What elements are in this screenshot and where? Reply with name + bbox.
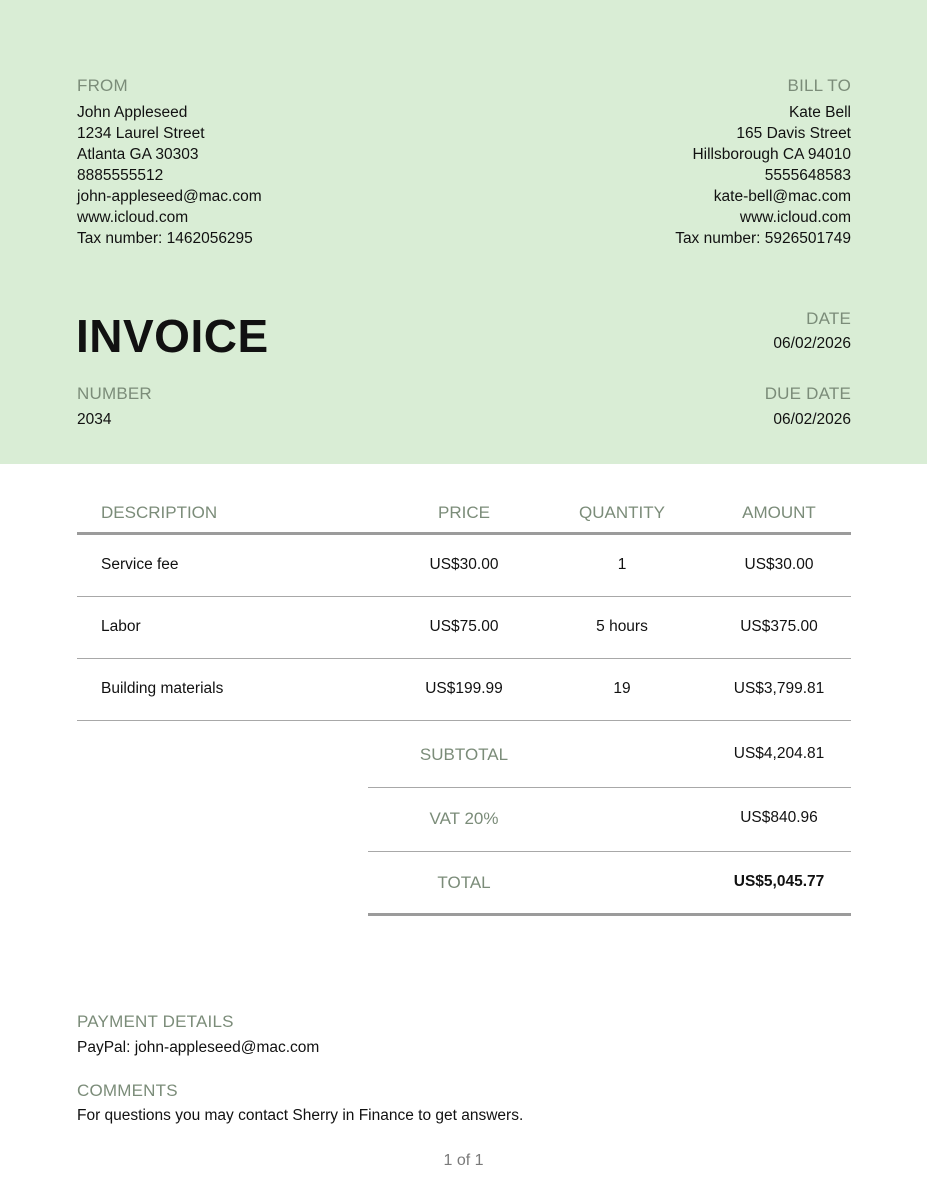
due-date-label: DUE DATE	[764, 384, 851, 403]
bill-to-section	[471, 76, 851, 249]
row-quantity: 5 hours	[596, 618, 648, 635]
table-row	[77, 659, 851, 721]
comments-value: For questions you may contact Sherry in Finance to get answers.	[77, 1107, 524, 1124]
header-price: PRICE	[438, 503, 490, 522]
from-name: John Appleseed	[77, 104, 188, 121]
comments-label: COMMENTS	[77, 1081, 178, 1100]
from-tax-number: Tax number: 1462056295	[77, 230, 253, 247]
bill-to-street: 165 Davis Street	[736, 125, 851, 142]
subtotal-label: SUBTOTAL	[419, 745, 509, 764]
invoice-number-label: NUMBER	[77, 384, 152, 403]
row-price: US$199.99	[425, 680, 503, 697]
row-description: Building materials	[101, 680, 224, 697]
total-row	[368, 852, 851, 916]
from-email: john-appleseed@mac.com	[77, 188, 262, 205]
header-description: DESCRIPTION	[101, 503, 218, 522]
page-number: 1 of 1	[443, 1152, 484, 1169]
bill-to-phone: 5555648583	[764, 167, 851, 184]
vat-value: US$840.96	[740, 809, 818, 826]
line-items-table	[77, 492, 851, 721]
row-amount: US$30.00	[744, 556, 814, 573]
bill-to-tax-number: Tax number: 5926501749	[675, 230, 851, 247]
vat-row	[368, 788, 851, 852]
invoice-number: 2034	[77, 411, 112, 428]
from-section	[77, 76, 457, 249]
bill-to-label: BILL TO	[787, 76, 851, 95]
subtotal-value: US$4,204.81	[733, 745, 825, 762]
row-amount: US$3,799.81	[733, 680, 825, 697]
total-value: US$5,045.77	[733, 873, 825, 890]
header-quantity: QUANTITY	[579, 503, 665, 522]
payment-details-value: PayPal: john-appleseed@mac.com	[77, 1039, 320, 1056]
total-label: TOTAL	[437, 873, 491, 892]
table-row	[77, 535, 851, 597]
from-street: 1234 Laurel Street	[77, 125, 205, 142]
totals-section	[368, 724, 851, 916]
row-quantity: 1	[617, 556, 627, 573]
row-price: US$75.00	[429, 618, 499, 635]
table-header	[77, 492, 851, 535]
row-quantity: 19	[613, 680, 631, 697]
bill-to-email: kate-bell@mac.com	[713, 188, 851, 205]
subtotal-row	[368, 724, 851, 788]
bill-to-city: Hillsborough CA 94010	[692, 146, 851, 163]
bill-to-name: Kate Bell	[788, 104, 851, 121]
from-phone: 8885555512	[77, 167, 164, 184]
bill-to-website: www.icloud.com	[739, 209, 851, 226]
payment-details-label: PAYMENT DETAILS	[77, 1012, 234, 1031]
from-label: FROM	[77, 76, 128, 95]
invoice-title: INVOICE	[76, 310, 269, 362]
row-description: Service fee	[101, 556, 179, 573]
table-row	[77, 597, 851, 659]
date-label: DATE	[806, 309, 851, 328]
row-price: US$30.00	[429, 556, 499, 573]
due-date: 06/02/2026	[773, 411, 851, 428]
vat-label: VAT 20%	[429, 809, 499, 828]
invoice-date: 06/02/2026	[773, 335, 851, 352]
row-amount: US$375.00	[740, 618, 818, 635]
row-description: Labor	[101, 618, 141, 635]
from-city: Atlanta GA 30303	[77, 146, 199, 163]
from-website: www.icloud.com	[77, 209, 189, 226]
header-amount: AMOUNT	[742, 503, 816, 522]
